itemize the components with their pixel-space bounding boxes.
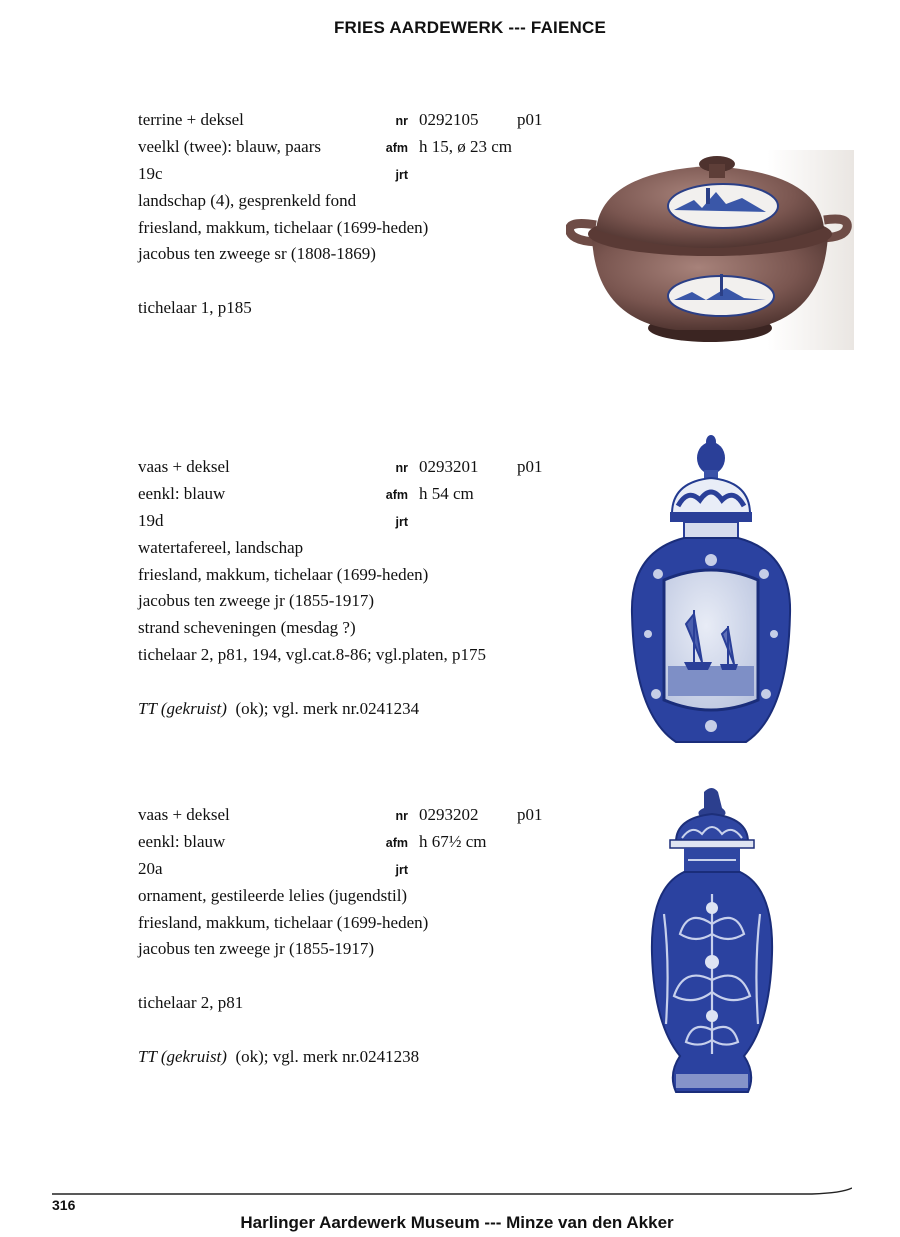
field-value: jacobus ten zweege jr (1855-1917) [138,591,375,610]
field-label: afm [385,836,408,850]
field-value: jacobus ten zweege jr (1855-1917) [138,939,375,958]
field-value: friesland, makkum, tichelaar (1699-heden) [138,565,429,584]
field-label: jrt [395,863,408,877]
dimensions: h 15, ø 23 cm [419,137,513,156]
catalog-number: 0293201 [419,457,479,476]
field-value: tichelaar 2, p81 [138,993,244,1012]
field-value: friesland, makkum, tichelaar (1699-heden) [138,913,429,932]
field-value: 19d [138,511,164,530]
field-value: landschap (4), gesprenkeld fond [138,191,357,210]
field-label: afm [385,141,408,155]
field-value: TT (gekruist) (ok); vgl. merk nr.0241234 [138,699,420,718]
field-value: jacobus ten zweege sr (1808-1869) [138,244,376,263]
dimensions: h 67½ cm [419,832,487,851]
field-value: 20a [138,859,163,878]
field-label: jrt [395,515,408,529]
page-code: p01 [517,457,543,476]
field-value: ornament, gestileerde lelies (jugendstil) [138,886,408,905]
field-value: terrine + deksel [138,110,244,129]
field-value: eenkl: blauw [138,832,226,851]
footer-rule [52,1186,852,1198]
field-label: afm [385,488,408,502]
catalog-number: 0292105 [419,110,479,129]
vase-lilies-photo [640,784,786,1100]
field-label: nr [395,809,408,823]
field-value: TT (gekruist) (ok); vgl. merk nr.0241238 [138,1047,420,1066]
terrine-photo [566,150,854,350]
page-code: p01 [517,805,543,824]
field-label: jrt [395,168,408,182]
field-value: 19c [138,164,163,183]
footer-text: Harlinger Aardewerk Museum --- Minze van den Akker [240,1213,674,1232]
field-value: vaas + deksel [138,805,230,824]
dimensions: h 54 cm [419,484,474,503]
field-value: strand scheveningen (mesdag ?) [138,618,356,637]
field-value: friesland, makkum, tichelaar (1699-heden) [138,218,429,237]
field-value: veelkl (twee): blauw, paars [138,137,321,156]
page-title: FRIES AARDEWERK --- FAIENCE [333,18,607,37]
field-value: tichelaar 2, p81, 194, vgl.cat.8-86; vgl.platen, p175 [138,645,486,664]
field-value: vaas + deksel [138,457,230,476]
vase-ships-photo [628,434,794,752]
field-label: nr [395,114,408,128]
page-number: 316 [52,1197,76,1213]
field-value: watertafereel, landschap [138,538,304,557]
field-value: eenkl: blauw [138,484,226,503]
page-code: p01 [517,110,543,129]
catalog-number: 0293202 [419,805,479,824]
field-label: nr [395,461,408,475]
field-value: tichelaar 1, p185 [138,298,252,317]
